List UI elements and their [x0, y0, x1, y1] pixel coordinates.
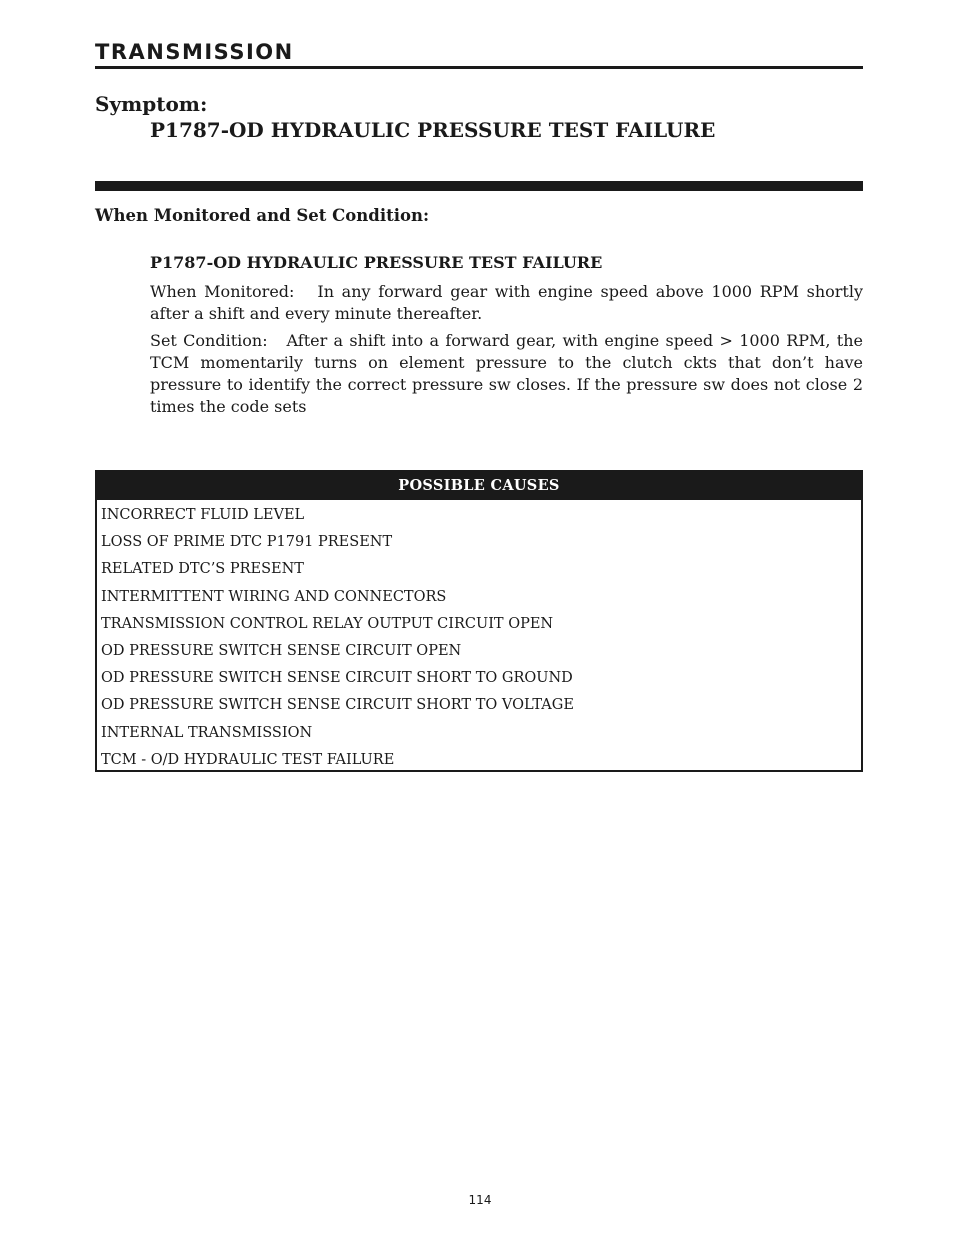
cause-item: INTERNAL TRANSMISSION: [101, 724, 313, 741]
set-condition-text: After a shift into a forward gear, with engine speed > 1000 RPM, the TCM momentarily turns on element pressure to the clutch ckts that don’t have pressure to identify the correct pressure sw closes. If the pressure sw does not close 2 times the code sets: [150, 331, 863, 416]
possible-causes-list: [97, 502, 861, 774]
cause-item: LOSS OF PRIME DTC P1791 PRESENT: [101, 534, 393, 551]
page-number: 114: [468, 1193, 492, 1207]
section-header: [95, 36, 863, 69]
monitored-heading: When Monitored and Set Condition:: [95, 206, 430, 225]
cause-item: OD PRESSURE SWITCH SENSE CIRCUIT SHORT TO GROUND: [101, 670, 573, 687]
cause-item: TCM - O/D HYDRAULIC TEST FAILURE: [101, 751, 395, 768]
cause-item: TRANSMISSION CONTROL RELAY OUTPUT CIRCUIT OPEN: [101, 615, 554, 632]
section-divider: [95, 181, 863, 191]
section-title: TRANSMISSION: [95, 40, 294, 64]
set-condition-label: Set Condition:: [150, 331, 268, 350]
code-title: P1787-OD HYDRAULIC PRESSURE TEST FAILURE: [150, 253, 603, 272]
cause-item: INTERMITTENT WIRING AND CONNECTORS: [101, 588, 447, 605]
when-monitored-paragraph: [150, 281, 863, 325]
possible-causes-table: [95, 470, 863, 772]
cause-item: OD PRESSURE SWITCH SENSE CIRCUIT SHORT TO VOLTAGE: [101, 697, 574, 714]
when-monitored-label: When Monitored:: [150, 282, 295, 301]
cause-item: OD PRESSURE SWITCH SENSE CIRCUIT OPEN: [101, 642, 462, 659]
possible-causes-header: POSSIBLE CAUSES: [97, 472, 861, 500]
cause-item: INCORRECT FLUID LEVEL: [101, 507, 305, 523]
symptom-title: P1787-OD HYDRAULIC PRESSURE TEST FAILURE: [150, 118, 716, 142]
cause-item: RELATED DTC’S PRESENT: [101, 561, 304, 578]
symptom-label: Symptom:: [95, 92, 208, 116]
when-monitored-text: In any forward gear with engine speed above 1000 RPM shortly after a shift and every minute thereafter.: [150, 282, 863, 323]
set-condition-paragraph: [150, 330, 863, 418]
